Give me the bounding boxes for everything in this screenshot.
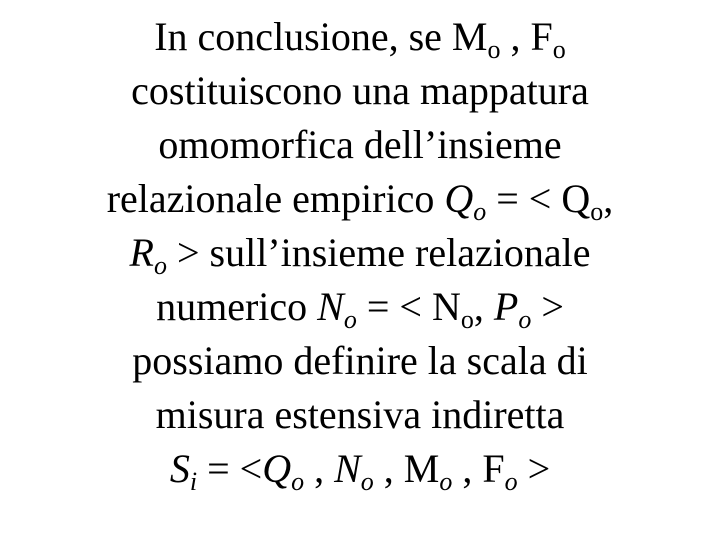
subscript: o xyxy=(552,35,566,64)
math-symbol: S xyxy=(169,446,190,491)
text-run: , M xyxy=(373,446,440,491)
text-line-5 xyxy=(0,226,720,280)
text-line-3 xyxy=(0,118,720,172)
math-symbol: R xyxy=(129,230,154,275)
math-symbol: N xyxy=(317,284,344,329)
subscript: o xyxy=(343,305,357,334)
subscript: o xyxy=(439,467,453,496)
text-line-2 xyxy=(0,64,720,118)
text-run: = < xyxy=(197,446,263,491)
text-run: costituiscono una mappatura xyxy=(131,68,589,113)
text-line-6 xyxy=(0,280,720,334)
text-run: , F xyxy=(500,14,553,59)
subscript: o xyxy=(518,305,532,334)
text-run: , xyxy=(304,446,335,491)
text-line-7 xyxy=(0,334,720,388)
text-line-9 xyxy=(0,442,720,496)
text-line-8 xyxy=(0,388,720,442)
math-symbol: N xyxy=(334,446,361,491)
subscript: o xyxy=(473,197,487,226)
subscript: o xyxy=(460,305,474,334)
text-line-1 xyxy=(0,10,720,64)
math-symbol: Q xyxy=(444,176,474,221)
text-run: > sull’insieme relazionale xyxy=(166,230,591,275)
text-line-4 xyxy=(0,172,720,226)
text-run: > xyxy=(531,284,564,329)
text-run: numerico xyxy=(156,284,318,329)
definition-text xyxy=(0,10,720,496)
subscript: o xyxy=(487,35,501,64)
text-run: omomorfica dell’insieme xyxy=(158,122,562,167)
subscript: o xyxy=(360,467,374,496)
text-run: , xyxy=(603,176,614,221)
text-run: In conclusione, se M xyxy=(154,14,488,59)
text-run: , F xyxy=(452,446,505,491)
math-symbol: P xyxy=(493,284,519,329)
subscript: o xyxy=(153,251,167,280)
text-run: possiamo definire la scala di xyxy=(132,338,588,383)
math-symbol: Q xyxy=(262,446,292,491)
text-run: > xyxy=(517,446,551,491)
subscript: o xyxy=(291,467,305,496)
text-run: = < Q xyxy=(486,176,591,221)
subscript: i xyxy=(189,467,198,496)
subscript: o xyxy=(590,197,604,226)
text-run: misura estensiva indiretta xyxy=(155,392,565,437)
text-run: relazionale empirico xyxy=(106,176,445,221)
subscript: o xyxy=(504,467,518,496)
text-run: , xyxy=(473,284,494,329)
text-run: = < N xyxy=(356,284,461,329)
